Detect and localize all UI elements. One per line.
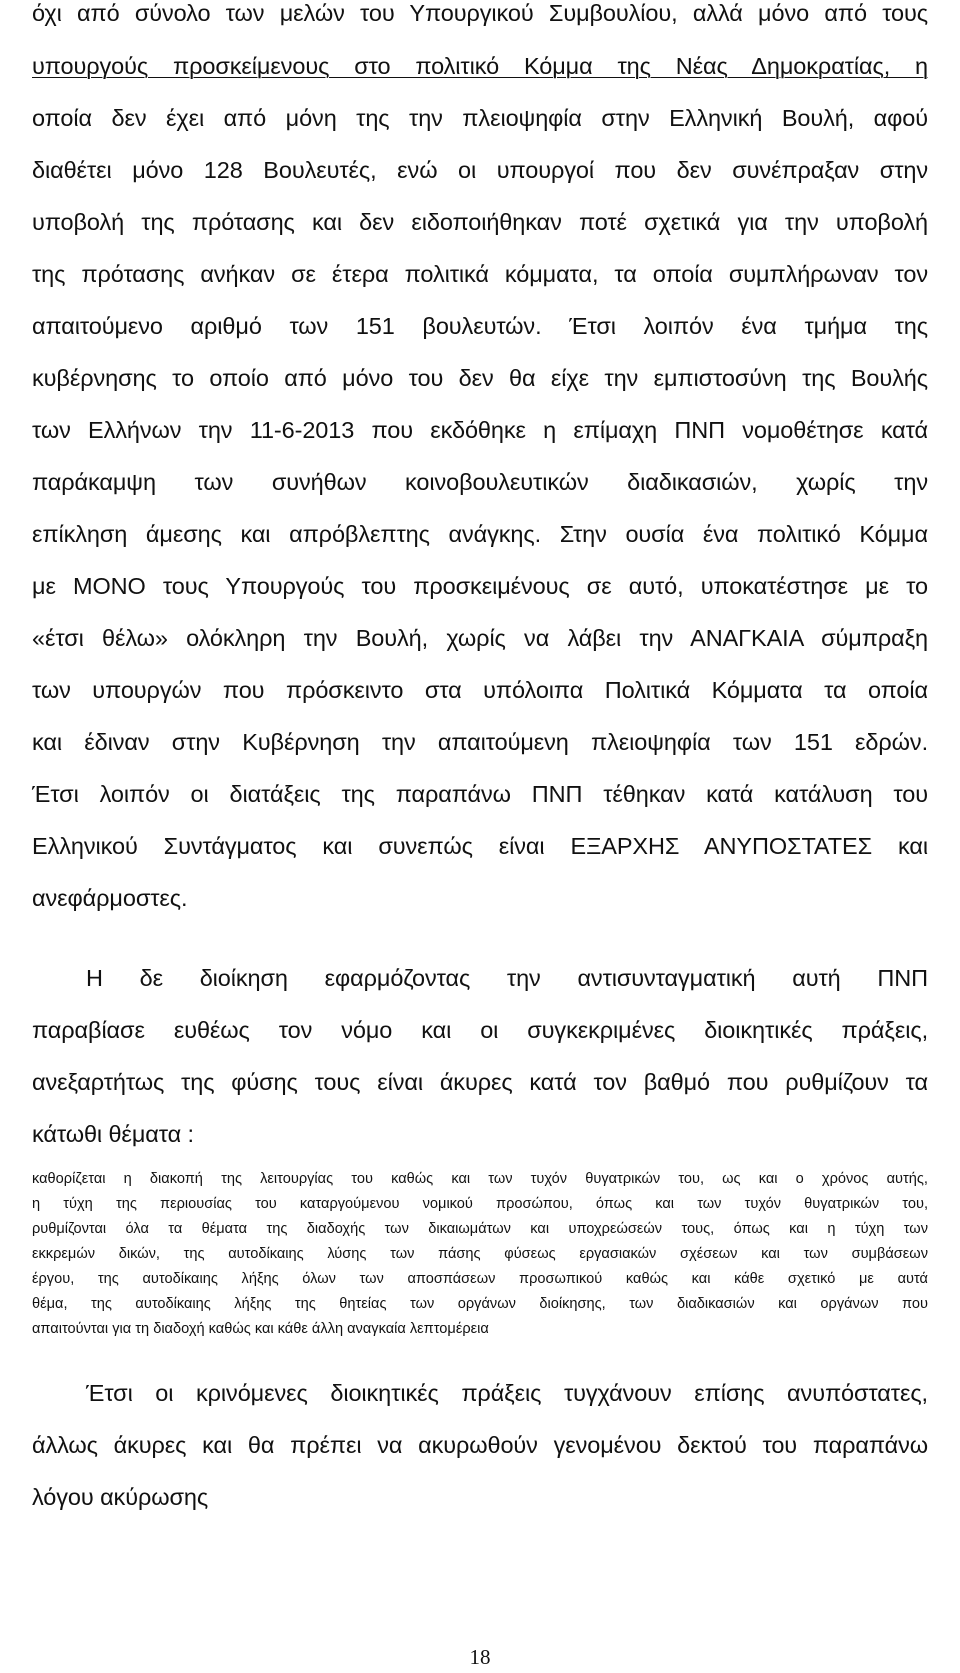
text-line: της πρότασης ανήκαν σε έτερα πολιτικά κόμματα, τα οποία συμπλήρωναν τον: [32, 261, 928, 287]
quoted-text-line: θέμα, της αυτοδίκαιης λήξης της θητείας των οργάνων διοίκησης, των διαδικασιών και οργάνων που: [32, 1296, 928, 1312]
text-line: κάτωθι θέματα :: [32, 1121, 194, 1147]
text-line: Έτσι οι κρινόμενες διοικητικές πράξεις τυγχάνουν επίσης ανυπόστατες,: [86, 1380, 928, 1406]
text-line: ανεφάρμοστες.: [32, 885, 188, 911]
text-line: και έδιναν στην Κυβέρνηση την απαιτούμενη πλειοψηφία των 151 εδρών.: [32, 729, 928, 755]
text-line: διαθέτει μόνο 128 Βουλευτές, ενώ οι υπουργοί που δεν συνέπραξαν στην: [32, 157, 928, 183]
text-line: οποία δεν έχει από μόνη της την πλειοψηφία στην Ελληνική Βουλή, αφού: [32, 105, 928, 131]
text-line: Έτσι λοιπόν οι διατάξεις της παραπάνω ΠΝΠ τέθηκαν κατά κατάλυση του: [32, 781, 928, 807]
text-line: απαιτούμενο αριθμό των 151 βουλευτών. Έτσι λοιπόν ένα τμήμα της: [32, 313, 928, 339]
text-line: παράκαμψη των συνήθων κοινοβουλευτικών διαδικασιών, χωρίς την: [32, 469, 928, 495]
quoted-text-line: απαιτούνται για τη διαδοχή καθώς και κάθε άλλη αναγκαία λεπτομέρεια: [32, 1321, 489, 1337]
text-line: υποβολή της πρότασης και δεν ειδοποιήθηκαν ποτέ σχετικά για την υποβολή: [32, 209, 928, 235]
quoted-text-line: ρυθμίζονται όλα τα θέματα της διαδοχής των δικαιωμάτων και υποχρεώσεών τους, όπως και η τύχη των: [32, 1221, 928, 1237]
quoted-text-line: καθορίζεται η διακοπή της λειτουργίας του καθώς και των τυχόν θυγατρικών του, ως και ο χρόνος αυτής,: [32, 1171, 928, 1187]
text-line: άλλως άκυρες και θα πρέπει να ακυρωθούν γενομένου δεκτού του παραπάνω: [32, 1432, 928, 1458]
quoted-text-line: η τύχη της περιουσίας του καταργούμενου νομικού προσώπου, όπως και των τυχόν θυγατρικών του,: [32, 1196, 928, 1212]
text-line: υπουργούς προσκείμενους στο πολιτικό Κόμμα της Νέας Δημοκρατίας, η: [32, 53, 928, 79]
text-line: Ελληνικού Συντάγματος και συνεπώς είναι ΕΞΑΡΧΗΣ ΑΝΥΠΟΣΤΑΤΕΣ και: [32, 833, 928, 859]
text-line: κυβέρνησης το οποίο από μόνο του δεν θα είχε την εμπιστοσύνη της Βουλής: [32, 365, 928, 391]
quoted-text-line: έργου, της αυτοδίκαιης λήξης όλων των αποσπάσεων προσωπικού καθώς και κάθε σχετικό με αυτά: [32, 1271, 928, 1287]
text-line: των Ελλήνων την 11-6-2013 που εκδόθηκε η επίμαχη ΠΝΠ νομοθέτησε κατά: [32, 417, 928, 443]
quoted-text-line: εκκρεμών δικών, της αυτοδίκαιης λύσης των πάσης φύσεως εργασιακών σχέσεων και των συμβάσεων: [32, 1246, 928, 1262]
text-line: Η δε διοίκηση εφαρμόζοντας την αντισυνταγματική αυτή ΠΝΠ: [86, 965, 928, 991]
text-line: λόγου ακύρωσης: [32, 1484, 209, 1510]
text-line: όχι από σύνολο των μελών του Υπουργικού Συμβουλίου, αλλά μόνο από τους: [32, 0, 928, 26]
page-number: 18: [469, 1645, 491, 1669]
text-line: ανεξαρτήτως της φύσης τους είναι άκυρες κατά τον βαθμό που ρυθμίζουν τα: [32, 1069, 928, 1095]
text-line: παραβίασε ευθέως τον νόμο και οι συγκεκριμένες διοικητικές πράξεις,: [32, 1017, 928, 1043]
text-line: των υπουργών που πρόσκειντο στα υπόλοιπα Πολιτικά Κόμματα τα οποία: [32, 677, 928, 703]
text-line: με ΜΟΝΟ τους Υπουργούς του προσκειμένους σε αυτό, υποκατέστησε με το: [32, 573, 928, 599]
text-line: «έτσι θέλω» ολόκληρη την Βουλή, χωρίς να λάβει την ΑΝΑΓΚΑΙΑ σύμπραξη: [32, 625, 928, 651]
text-line: επίκληση άμεσης και απρόβλεπτης ανάγκης. Στην ουσία ένα πολιτικό Κόμμα: [32, 521, 928, 547]
